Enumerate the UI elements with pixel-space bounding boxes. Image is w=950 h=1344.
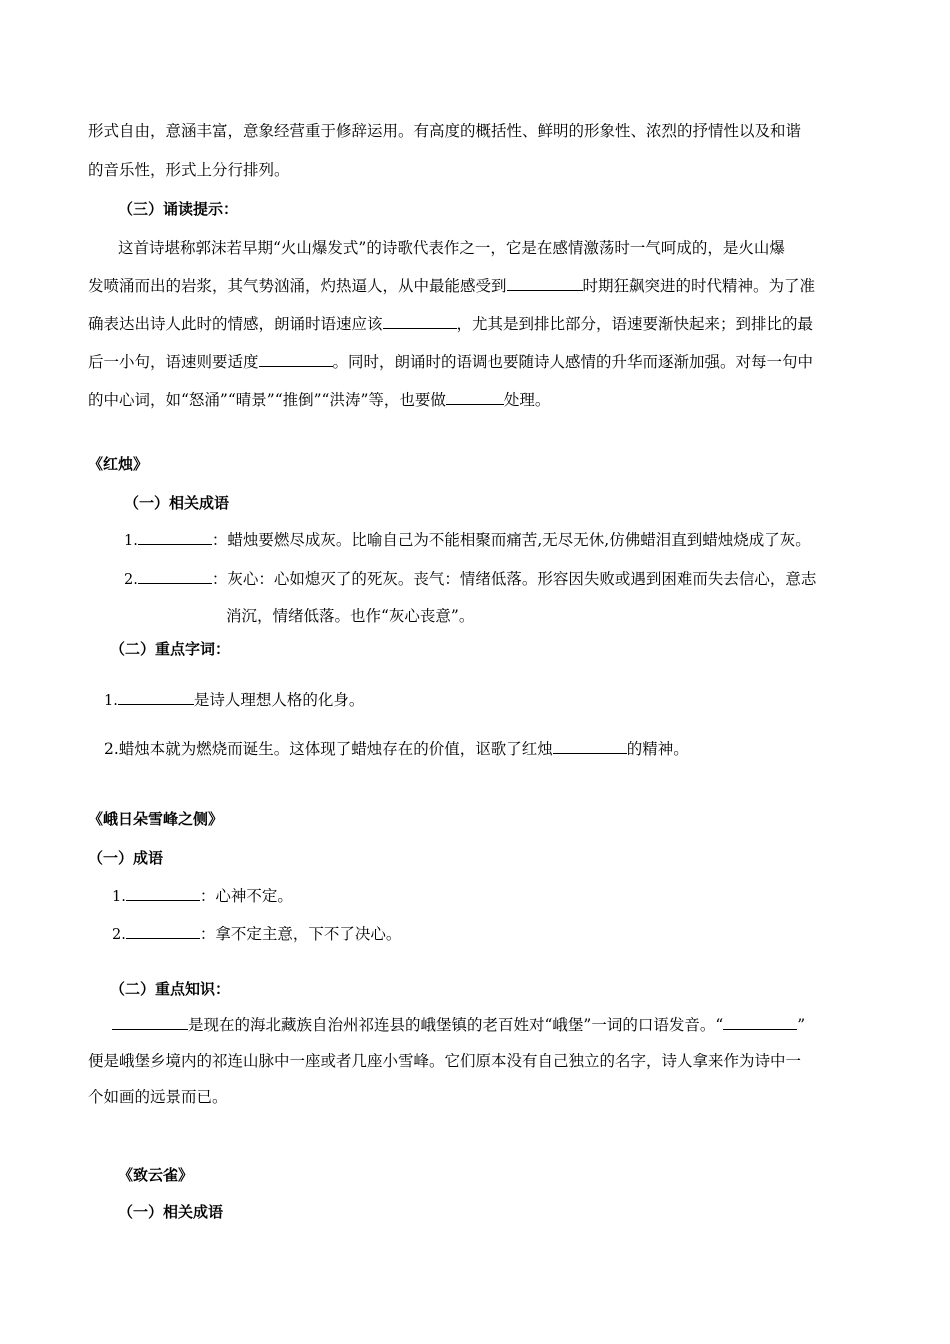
erduo-knowledge-heading: （二）重点知识： [110,980,231,998]
erduo-idioms-heading: （一）成语 [88,849,164,867]
fill-blank [118,688,194,705]
hongzhu-idiom-2 [124,567,816,591]
reading-tips-line-2-a: 发喷涌而出的岩浆，其气势汹涌，灼热逼人，从中最能感受到 [88,277,507,295]
reading-tips-line-4-a: 后一小句，语速则要适度 [88,353,259,371]
hongzhu-keyword-2-a: 2.蜡烛本就为燃烧而诞生。这体现了蜡烛存在的价值，讴歌了红烛 [104,740,553,758]
erduo-knowledge-line-3: 个如画的远景而已。 [88,1088,228,1106]
erduo-idiom-1 [112,884,293,908]
reading-tips-line-3 [88,312,813,335]
hongzhu-keyword-1-text: 是诗人理想人格的化身。 [193,691,365,709]
hongzhu-idiom-2-cont: 消沉，情绪低落。也作“灰心丧意”。 [226,607,475,625]
reading-tips-line-5 [88,388,550,411]
erduo-knowledge-line-1 [112,1013,805,1036]
yunque-title: 《致云雀》 [118,1166,194,1184]
erduo-knowledge-line-2: 便是峨堡乡境内的祁连山脉中一座或者几座小雪峰。它们原本没有自己独立的名字，诗人拿来作为诗中一 [88,1052,802,1070]
fill-blank [446,388,504,405]
erduo-idiom-2 [112,922,401,946]
genre-intro-line-2: 的音乐性，形式上分行排列。 [88,161,290,179]
hongzhu-idiom-2-num: 2. [124,572,138,588]
hongzhu-idiom-1 [124,528,811,552]
hongzhu-idiom-1-num: 1. [124,533,138,549]
fill-blank [138,528,212,545]
fill-blank [383,312,457,329]
fill-blank [507,274,583,291]
reading-tips-line-5-b: 处理。 [503,391,551,409]
hongzhu-keyword-1 [104,688,364,712]
reading-tips-line-3-a: 确表达出诗人此时的情感，朗诵时语速应该 [88,315,383,333]
hongzhu-keyword-2 [104,737,689,760]
reading-tips-heading: （三）诵读提示： [118,200,239,218]
fill-blank [112,1013,188,1030]
erduo-idiom-2-text: ：拿不定主意，下不了决心。 [199,925,402,943]
reading-tips-line-4 [88,350,813,373]
reading-tips-line-3-b: ，尤其是到排比部分，语速要渐快起来；到排比的最 [456,315,814,333]
yunque-idioms-heading: （一）相关成语 [118,1203,224,1221]
hongzhu-keywords-heading: （二）重点字词： [110,640,231,658]
hongzhu-title: 《红烛》 [88,455,149,473]
fill-blank [126,884,200,901]
erduo-idiom-1-text: ：心神不定。 [199,887,293,905]
hongzhu-idiom-1-text: ：蜡烛要燃尽成灰。比喻自己为不能相聚而痛苦,无尽无休,仿佛蜡泪直到蜡烛烧成了灰。 [211,531,811,549]
erduo-idiom-1-num: 1. [112,889,126,905]
genre-intro-line-1: 形式自由，意涵丰富，意象经营重于修辞运用。有高度的概括性、鲜明的形象性、浓烈的抒情性以及和谐 [88,122,802,140]
fill-blank [259,350,333,367]
reading-tips-line-2 [88,274,815,297]
fill-blank [723,1013,797,1030]
erduo-idiom-2-num: 2. [112,927,126,943]
reading-tips-line-4-b: 。同时，朗诵时的语调也要随诗人感情的升华而逐渐加强。对每一句中 [332,353,814,371]
reading-tips-line-5-a: 的中心词，如“怒涌”“晴景”“推倒”“洪涛”等，也要做 [88,391,446,409]
reading-tips-line-1: 这首诗堪称郭沫若早期“火山爆发式”的诗歌代表作之一，它是在感情激荡时一气呵成的，是火山爆 [118,239,785,257]
fill-blank [553,737,627,754]
hongzhu-idioms-heading: （一）相关成语 [124,494,230,512]
hongzhu-keyword-1-num: 1. [104,693,118,709]
fill-blank [126,922,200,939]
hongzhu-idiom-2-text: ：灰心：心如熄灭了的死灰。丧气：情绪低落。形容因失败或遇到困难而失去信心，意志 [211,570,817,588]
erduo-knowledge-line-1-b: ” [797,1016,806,1034]
erduo-knowledge-line-1-a: 是现在的海北藏族自治州祁连县的峨堡镇的老百姓对“峨堡”一词的口语发音。“ [188,1016,724,1034]
hongzhu-keyword-2-b: 的精神。 [626,740,689,758]
fill-blank [138,567,212,584]
reading-tips-line-2-b: 时期狂飙突进的时代精神。为了准 [582,277,816,295]
erduo-title: 《峨日朵雪峰之侧》 [88,810,224,828]
